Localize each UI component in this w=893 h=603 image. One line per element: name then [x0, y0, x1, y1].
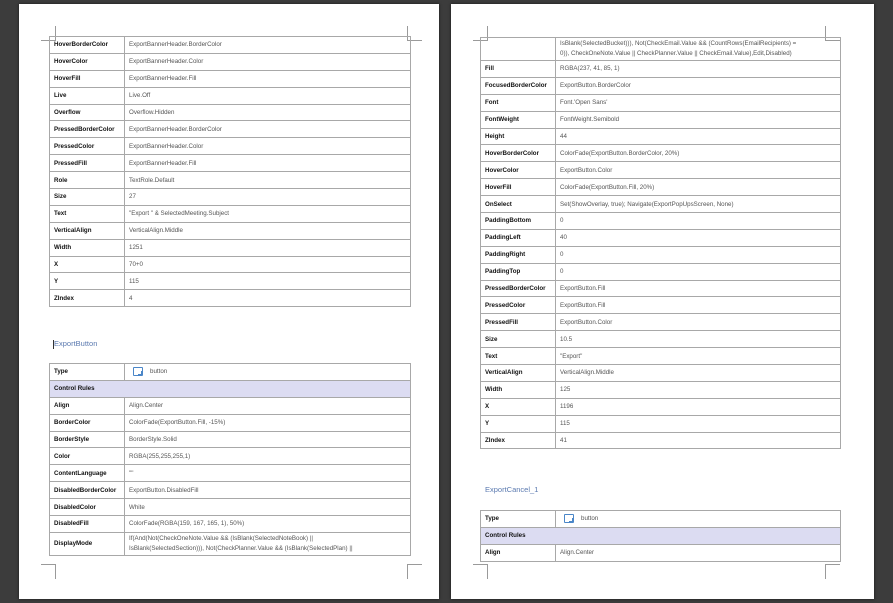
table-row	[481, 162, 841, 179]
property-name: PressedColor	[50, 138, 125, 155]
property-name: Align	[481, 544, 556, 561]
property-value	[125, 532, 411, 555]
section-row	[481, 527, 841, 544]
property-value: 0	[556, 263, 841, 280]
property-value: ExportButton.Fill	[556, 280, 841, 297]
property-name: PressedColor	[481, 297, 556, 314]
property-value: ExportButton.Color	[556, 314, 841, 331]
table-row	[50, 104, 411, 121]
property-name	[481, 38, 556, 61]
properties-table	[49, 36, 411, 307]
property-name: HoverColor	[50, 53, 125, 70]
property-name: Color	[50, 448, 125, 465]
property-value: ColorFade(ExportButton.Fill, -15%)	[125, 414, 411, 431]
property-name: Width	[50, 239, 125, 256]
property-name: Live	[50, 87, 125, 104]
property-value: ColorFade(RGBA(159, 167, 165, 1), 50%)	[125, 516, 411, 533]
control-heading-text: ExportButton	[54, 339, 98, 348]
property-name: PaddingBottom	[481, 213, 556, 230]
property-value: TextRole.Default	[125, 172, 411, 189]
property-value: White	[125, 499, 411, 516]
table-row	[50, 532, 411, 555]
table-row	[481, 511, 841, 528]
property-value: 0	[556, 213, 841, 230]
table-row	[50, 290, 411, 307]
property-value: 27	[125, 189, 411, 206]
formula-line: IsBlank(SelectedBucket))), Not(CheckEmail.Value && (CountRows(EmailRecipients) =	[560, 40, 797, 47]
table-row	[50, 222, 411, 239]
formula-line: If(And(Not(CheckOneNote.Value && (IsBlank(SelectedNoteBook) ||	[129, 534, 313, 542]
property-name: Width	[481, 381, 556, 398]
property-name: HoverBorderColor	[481, 145, 556, 162]
property-value: VerticalAlign.Middle	[556, 365, 841, 382]
table-row	[50, 364, 411, 381]
table-row	[481, 263, 841, 280]
crop-mark	[473, 564, 488, 579]
table-row	[481, 432, 841, 449]
property-name: Size	[50, 189, 125, 206]
table-row	[481, 365, 841, 382]
section-row	[50, 380, 411, 397]
table-row	[50, 465, 411, 482]
table-row	[50, 273, 411, 290]
property-name: Y	[481, 415, 556, 432]
table-row	[50, 431, 411, 448]
property-name: DisabledColor	[50, 499, 125, 516]
property-name: PressedBorderColor	[481, 280, 556, 297]
table-row	[50, 53, 411, 70]
table-row	[481, 280, 841, 297]
property-value	[556, 511, 841, 528]
type-value: button	[150, 368, 168, 376]
property-value: VerticalAlign.Middle	[125, 222, 411, 239]
property-name: HoverBorderColor	[50, 37, 125, 54]
table-row	[481, 544, 841, 561]
table-row	[50, 70, 411, 87]
property-name: Size	[481, 331, 556, 348]
property-name: DisabledBorderColor	[50, 482, 125, 499]
property-name: Align	[50, 397, 125, 414]
property-value: Align.Center	[556, 544, 841, 561]
table-row	[481, 111, 841, 128]
table-row	[481, 246, 841, 263]
property-name: VerticalAlign	[481, 365, 556, 382]
property-value: ExportBannerHeader.Color	[125, 138, 411, 155]
property-value: 41	[556, 432, 841, 449]
property-value: 0	[556, 246, 841, 263]
table-row	[50, 499, 411, 516]
property-value: 1196	[556, 398, 841, 415]
property-value: Live.Off	[125, 87, 411, 104]
property-value: ExportBannerHeader.Fill	[125, 155, 411, 172]
crop-mark	[825, 564, 840, 579]
crop-mark	[407, 564, 422, 579]
table-row	[481, 415, 841, 432]
property-value: 40	[556, 229, 841, 246]
property-name: PaddingLeft	[481, 229, 556, 246]
property-name: Y	[50, 273, 125, 290]
property-value: ExportButton.Color	[556, 162, 841, 179]
table-row	[481, 297, 841, 314]
table-row	[481, 331, 841, 348]
property-value: ColorFade(ExportButton.Fill, 20%)	[556, 179, 841, 196]
table-row	[481, 213, 841, 230]
property-name: Type	[50, 364, 125, 381]
property-name: PressedBorderColor	[50, 121, 125, 138]
property-name: FontWeight	[481, 111, 556, 128]
property-name: Type	[481, 511, 556, 528]
property-value: ColorFade(ExportButton.BorderColor, 20%)	[556, 145, 841, 162]
property-value: RGBA(237, 41, 85, 1)	[556, 61, 841, 78]
table-row	[481, 128, 841, 145]
property-name: ContentLanguage	[50, 465, 125, 482]
property-value: Overflow.Hidden	[125, 104, 411, 121]
formula-line: IsBlank(SelectedSection))), Not(CheckPlanner.Value && (IsBlank(SelectedPlan) ||	[129, 544, 353, 552]
property-name: OnSelect	[481, 196, 556, 213]
property-name: PressedFill	[50, 155, 125, 172]
property-name: HoverFill	[50, 70, 125, 87]
table-row	[50, 172, 411, 189]
property-value: 4	[125, 290, 411, 307]
table-row	[50, 205, 411, 222]
table-row	[50, 189, 411, 206]
property-name: Text	[481, 348, 556, 365]
property-name: HoverFill	[481, 179, 556, 196]
properties-table	[49, 363, 411, 556]
property-value: RGBA(255,255,255,1)	[125, 448, 411, 465]
property-value: Set(ShowOverlay, true); Navigate(ExportPopUpsScreen, None)	[556, 196, 841, 213]
table-row	[481, 381, 841, 398]
table-row	[481, 145, 841, 162]
table-row	[50, 239, 411, 256]
property-name: Text	[50, 205, 125, 222]
property-value: 115	[125, 273, 411, 290]
property-value: 125	[556, 381, 841, 398]
property-name: Fill	[481, 61, 556, 78]
property-name: Font	[481, 94, 556, 111]
property-value: ExportBannerHeader.Fill	[125, 70, 411, 87]
document-page-left	[19, 4, 439, 599]
property-name: X	[481, 398, 556, 415]
properties-table	[480, 510, 841, 562]
table-row	[481, 38, 841, 61]
table-row	[481, 77, 841, 94]
property-name: DisabledFill	[50, 516, 125, 533]
property-value: "Export"	[556, 348, 841, 365]
property-value: BorderStyle.Solid	[125, 431, 411, 448]
property-value: ExportBannerHeader.BorderColor	[125, 121, 411, 138]
property-value: ""	[125, 465, 411, 482]
property-value: ExportButton.BorderColor	[556, 77, 841, 94]
property-name: HoverColor	[481, 162, 556, 179]
formula-line: 0)), CheckOneNote.Value || CheckPlanner.Value || CheckEmail.Value),Edit,Disabled)	[560, 50, 792, 57]
table-row	[50, 138, 411, 155]
property-name: Role	[50, 172, 125, 189]
property-value: Font.'Open Sans'	[556, 94, 841, 111]
table-row	[50, 516, 411, 533]
property-name: PaddingRight	[481, 246, 556, 263]
table-row	[481, 179, 841, 196]
table-row	[481, 94, 841, 111]
control-heading	[53, 339, 97, 349]
property-value: Align.Center	[125, 397, 411, 414]
property-name: Overflow	[50, 104, 125, 121]
table-row	[50, 37, 411, 54]
property-value: ExportBannerHeader.BorderColor	[125, 37, 411, 54]
property-value: 1251	[125, 239, 411, 256]
property-value: 10.5	[556, 331, 841, 348]
table-row	[50, 397, 411, 414]
table-row	[50, 155, 411, 172]
table-row	[50, 121, 411, 138]
property-name: PressedFill	[481, 314, 556, 331]
property-name: ZIndex	[50, 290, 125, 307]
property-value: 115	[556, 415, 841, 432]
table-row	[50, 414, 411, 431]
crop-mark	[41, 564, 56, 579]
property-value: ExportButton.Fill	[556, 297, 841, 314]
property-name: FocusedBorderColor	[481, 77, 556, 94]
table-row	[481, 314, 841, 331]
table-row	[481, 229, 841, 246]
section-label: Control Rules	[50, 380, 411, 397]
property-name: X	[50, 256, 125, 273]
property-name: PaddingTop	[481, 263, 556, 280]
table-row	[50, 256, 411, 273]
properties-table	[480, 37, 841, 449]
property-value: ExportBannerHeader.Color	[125, 53, 411, 70]
type-value: button	[581, 515, 599, 523]
property-value: 70+0	[125, 256, 411, 273]
property-name: Height	[481, 128, 556, 145]
property-value: ExportButton.DisabledFill	[125, 482, 411, 499]
property-name: ZIndex	[481, 432, 556, 449]
property-value	[556, 38, 841, 61]
property-name: VerticalAlign	[50, 222, 125, 239]
table-row	[481, 398, 841, 415]
property-value: "Export " & SelectedMeeting.Subject	[125, 205, 411, 222]
table-row	[50, 482, 411, 499]
document-page-right	[451, 4, 874, 599]
table-row	[481, 61, 841, 78]
control-heading: ExportCancel_1	[485, 485, 539, 494]
section-label: Control Rules	[481, 527, 841, 544]
property-value: 44	[556, 128, 841, 145]
table-row	[481, 348, 841, 365]
property-name: BorderColor	[50, 414, 125, 431]
button-type-icon	[133, 367, 143, 376]
button-type-icon	[564, 514, 574, 523]
table-row	[50, 87, 411, 104]
table-row	[50, 448, 411, 465]
property-value	[125, 364, 411, 381]
property-name: BorderStyle	[50, 431, 125, 448]
table-row	[481, 196, 841, 213]
property-value: FontWeight.Semibold	[556, 111, 841, 128]
property-name: DisplayMode	[50, 532, 125, 555]
